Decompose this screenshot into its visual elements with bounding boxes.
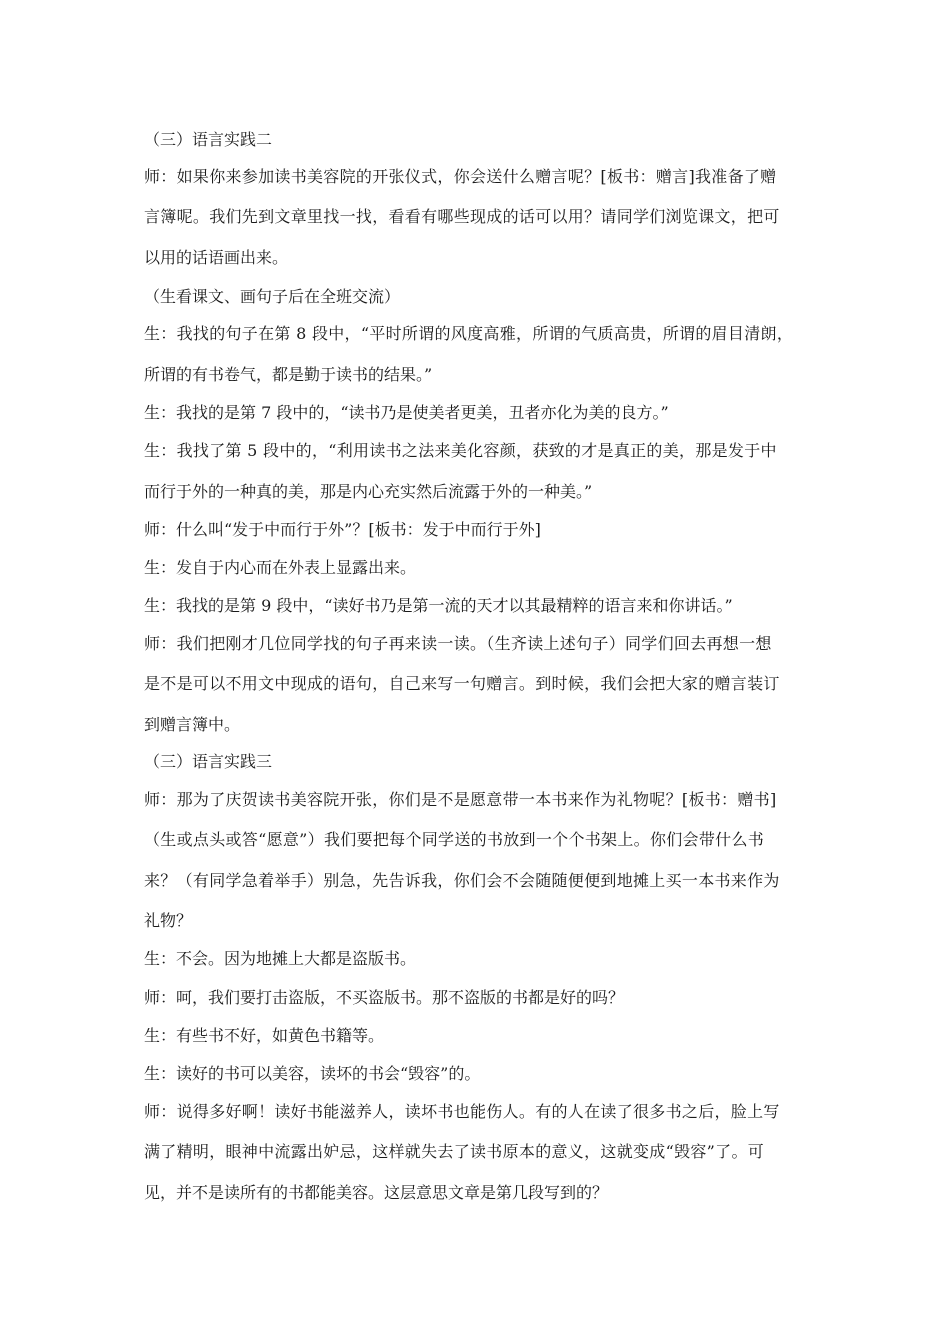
- paragraph-line: 师：我们把刚才几位同学找的句子再来读一读。（生齐读上述句子）同学们回去再想一想: [144, 634, 772, 653]
- paragraph-line: 生：不会。因为地摊上大都是盗版书。: [144, 949, 417, 968]
- paragraph-line: 到赠言簿中。: [144, 715, 241, 734]
- section-heading: （三）语言实践三: [144, 752, 273, 771]
- paragraph-line: 师：呵，我们要打击盗版，不买盗版书。那不盗版的书都是好的吗？: [144, 988, 625, 1007]
- paragraph-line: （生看课文、画句子后在全班交流）: [144, 287, 401, 306]
- paragraph-line: 是不是可以不用文中现成的语句，自己来写一句赠言。到时候，我们会把大家的赠言装订: [144, 674, 780, 693]
- paragraph-line: 生：我找的是第 7 段中的，“读书乃是使美者更美，丑者亦化为美的良方。”: [144, 403, 669, 422]
- paragraph-line: 礼物？: [144, 911, 193, 930]
- paragraph-line: 而行于外的一种真的美，那是内心充实然后流露于外的一种美。”: [144, 482, 593, 501]
- paragraph-line: 生：我找的是第 9 段中，“读好书乃是第一流的天才以其最精粹的语言来和你讲话。”: [144, 596, 733, 615]
- paragraph-line: （生或点头或答“愿意”）我们要把每个同学送的书放到一个个书架上。你们会带什么书: [144, 830, 765, 849]
- paragraph-line: 生：读好的书可以美容，读坏的书会“毁容”的。: [144, 1064, 481, 1083]
- paragraph-line: 满了精明，眼神中流露出妒忌，这样就失去了读书原本的意义，这就变成“毁容”了。可: [144, 1142, 765, 1161]
- paragraph-line: 生：我找了第 5 段中的，“利用读书之法来美化容颜，获致的才是真正的美，那是发于中: [144, 441, 777, 460]
- paragraph-line: 生：我找的句子在第 8 段中，“平时所谓的风度高雅，所谓的气质高贵，所谓的眉目清朗，: [144, 324, 794, 343]
- paragraph-line: 来？（有同学急着举手）别急，先告诉我，你们会不会随随便便到地摊上买一本书来作为: [144, 871, 780, 890]
- paragraph-line: 生：有些书不好，如黄色书籍等。: [144, 1026, 385, 1045]
- paragraph-line: 师：那为了庆贺读书美容院开张，你们是不是愿意带一本书来作为礼物呢？[板书：赠书]: [144, 790, 777, 809]
- paragraph-line: 师：什么叫“发于中而行于外”？[板书：发于中而行于外]: [144, 520, 541, 539]
- paragraph-line: 师：如果你来参加读书美容院的开张仪式，你会送什么赠言呢？[板书：赠言]我准备了赠: [144, 167, 777, 186]
- paragraph-line: 言簿呢。我们先到文章里找一找，看看有哪些现成的话可以用？请同学们浏览课文，把可: [144, 207, 780, 226]
- section-heading: （三）语言实践二: [144, 130, 273, 149]
- paragraph-line: 所谓的有书卷气，都是勤于读书的结果。”: [144, 365, 433, 384]
- paragraph-line: 以用的话语画出来。: [144, 248, 289, 267]
- paragraph-line: 师：说得多好啊！读好书能滋养人，读坏书也能伤人。有的人在读了很多书之后，脸上写: [144, 1102, 780, 1121]
- paragraph-line: 见，并不是读所有的书都能美容。这层意思文章是第几段写到的？: [144, 1183, 609, 1202]
- paragraph-line: 生：发自于内心而在外表上显露出来。: [144, 558, 417, 577]
